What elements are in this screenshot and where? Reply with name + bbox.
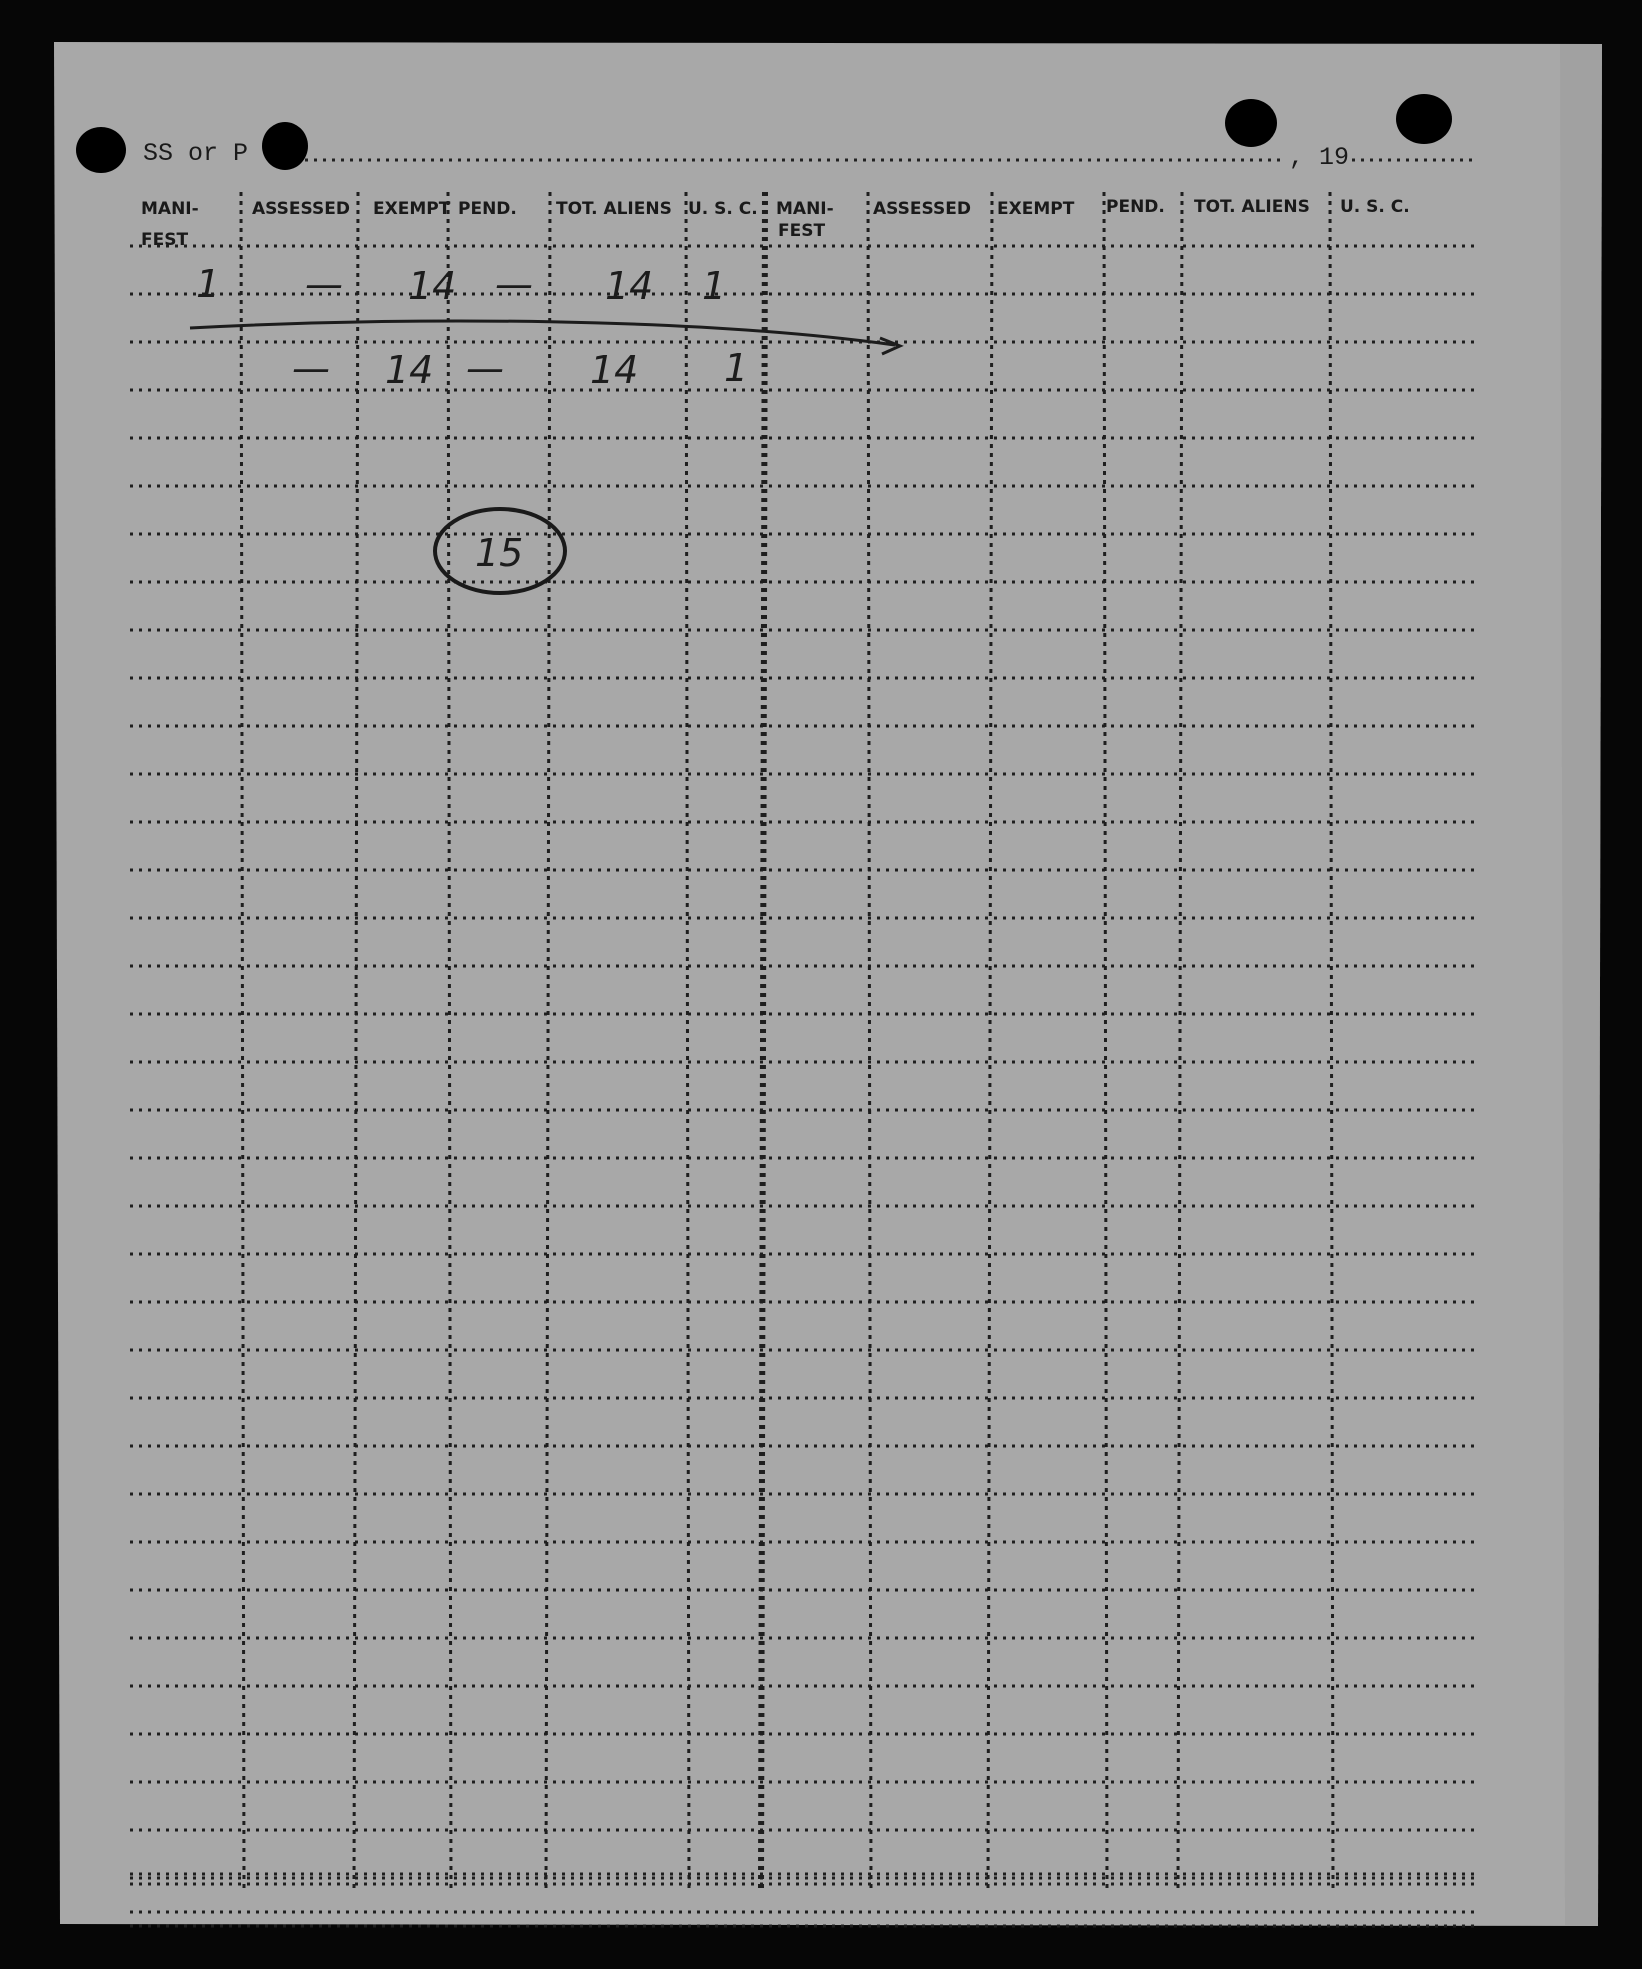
header-exempt: EXEMPT	[997, 199, 1075, 219]
header-exempt: EXEMPT	[373, 199, 451, 219]
header-tot-aliens: TOT. ALIENS	[1194, 197, 1310, 217]
header-manifest-1: MANI-	[141, 199, 199, 219]
header-tot-aliens: TOT. ALIENS	[556, 199, 672, 219]
punch-hole	[1225, 99, 1277, 147]
punch-hole	[262, 122, 308, 170]
row2-usc: 1	[724, 346, 749, 390]
row2-assessed: —	[292, 346, 330, 390]
header-usc: U. S. C.	[1340, 197, 1410, 217]
row1-usc: 1	[702, 264, 727, 308]
punch-hole	[76, 127, 126, 173]
header-assessed: ASSESSED	[873, 199, 971, 219]
row2-pend: —	[466, 346, 504, 390]
row1-exempt: 14	[408, 264, 457, 308]
ship-label: SS or P	[143, 139, 249, 168]
header-manifest-1: MANI-	[776, 199, 834, 219]
header-manifest-2: FEST	[778, 221, 826, 241]
date-year-label: , 19	[1289, 143, 1350, 172]
header-pend: PEND.	[1106, 197, 1165, 217]
grid-column-line	[761, 192, 765, 1890]
total-value: 15	[475, 531, 524, 575]
paper-shadow-edge	[1560, 44, 1602, 1926]
row2-tot-aliens: 14	[590, 348, 639, 392]
header-assessed: ASSESSED	[252, 199, 350, 219]
row2-exempt: 14	[385, 348, 434, 392]
row1-tot-aliens: 14	[605, 264, 654, 308]
header-pend: PEND.	[458, 199, 517, 219]
row1-manifest: 1	[196, 262, 221, 306]
header-usc: U. S. C.	[688, 199, 758, 219]
row1-assessed: —	[305, 262, 343, 306]
header-manifest-2: FEST	[141, 230, 189, 250]
row1-pend: —	[495, 262, 533, 306]
punch-hole	[1396, 94, 1452, 144]
